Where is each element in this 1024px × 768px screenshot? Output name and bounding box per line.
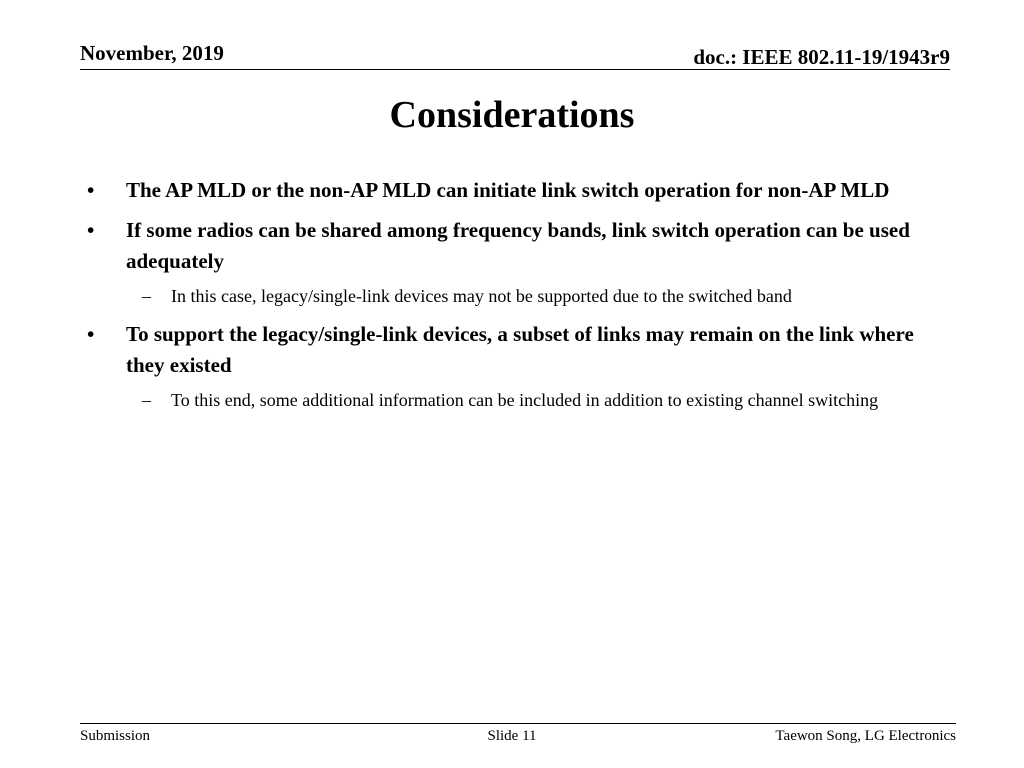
sub-bullet-text: To this end, some additional information can be included in addition to existing channel switching <box>171 390 879 410</box>
sub-bullet-marker: – <box>142 390 151 410</box>
footer-submission: Submission <box>80 728 151 744</box>
header-divider <box>80 69 950 70</box>
sub-bullet-text: In this case, legacy/single-link devices may not be supported due to the switched band <box>171 286 792 306</box>
sub-bullet-item <box>84 283 944 310</box>
footer-slide-number: Slide 11 <box>487 728 537 744</box>
bullet-item <box>84 319 944 381</box>
slide-title: Considerations <box>389 94 635 136</box>
bullet-item <box>84 215 944 277</box>
footer-divider <box>80 723 956 724</box>
bullet-marker: • <box>87 322 95 346</box>
slide-body <box>84 175 944 423</box>
bullet-text: The AP MLD or the non-AP MLD can initiate link switch operation for non-AP MLD <box>126 178 890 202</box>
sub-bullet-marker: – <box>142 286 151 306</box>
bullet-marker: • <box>87 178 95 202</box>
header-date: November, 2019 <box>80 41 224 65</box>
footer-author: Taewon Song, LG Electronics <box>775 728 956 744</box>
sub-bullet-item <box>84 387 944 414</box>
bullet-text: To support the legacy/single-link devices, a subset of links may remain on the link where they existed <box>126 322 914 377</box>
header-doc-id: doc.: IEEE 802.11-19/1943r9 <box>693 45 950 69</box>
bullet-text: If some radios can be shared among frequency bands, link switch operation can be used adequately <box>126 218 910 273</box>
bullet-marker: • <box>87 218 95 242</box>
bullet-item <box>84 175 944 206</box>
